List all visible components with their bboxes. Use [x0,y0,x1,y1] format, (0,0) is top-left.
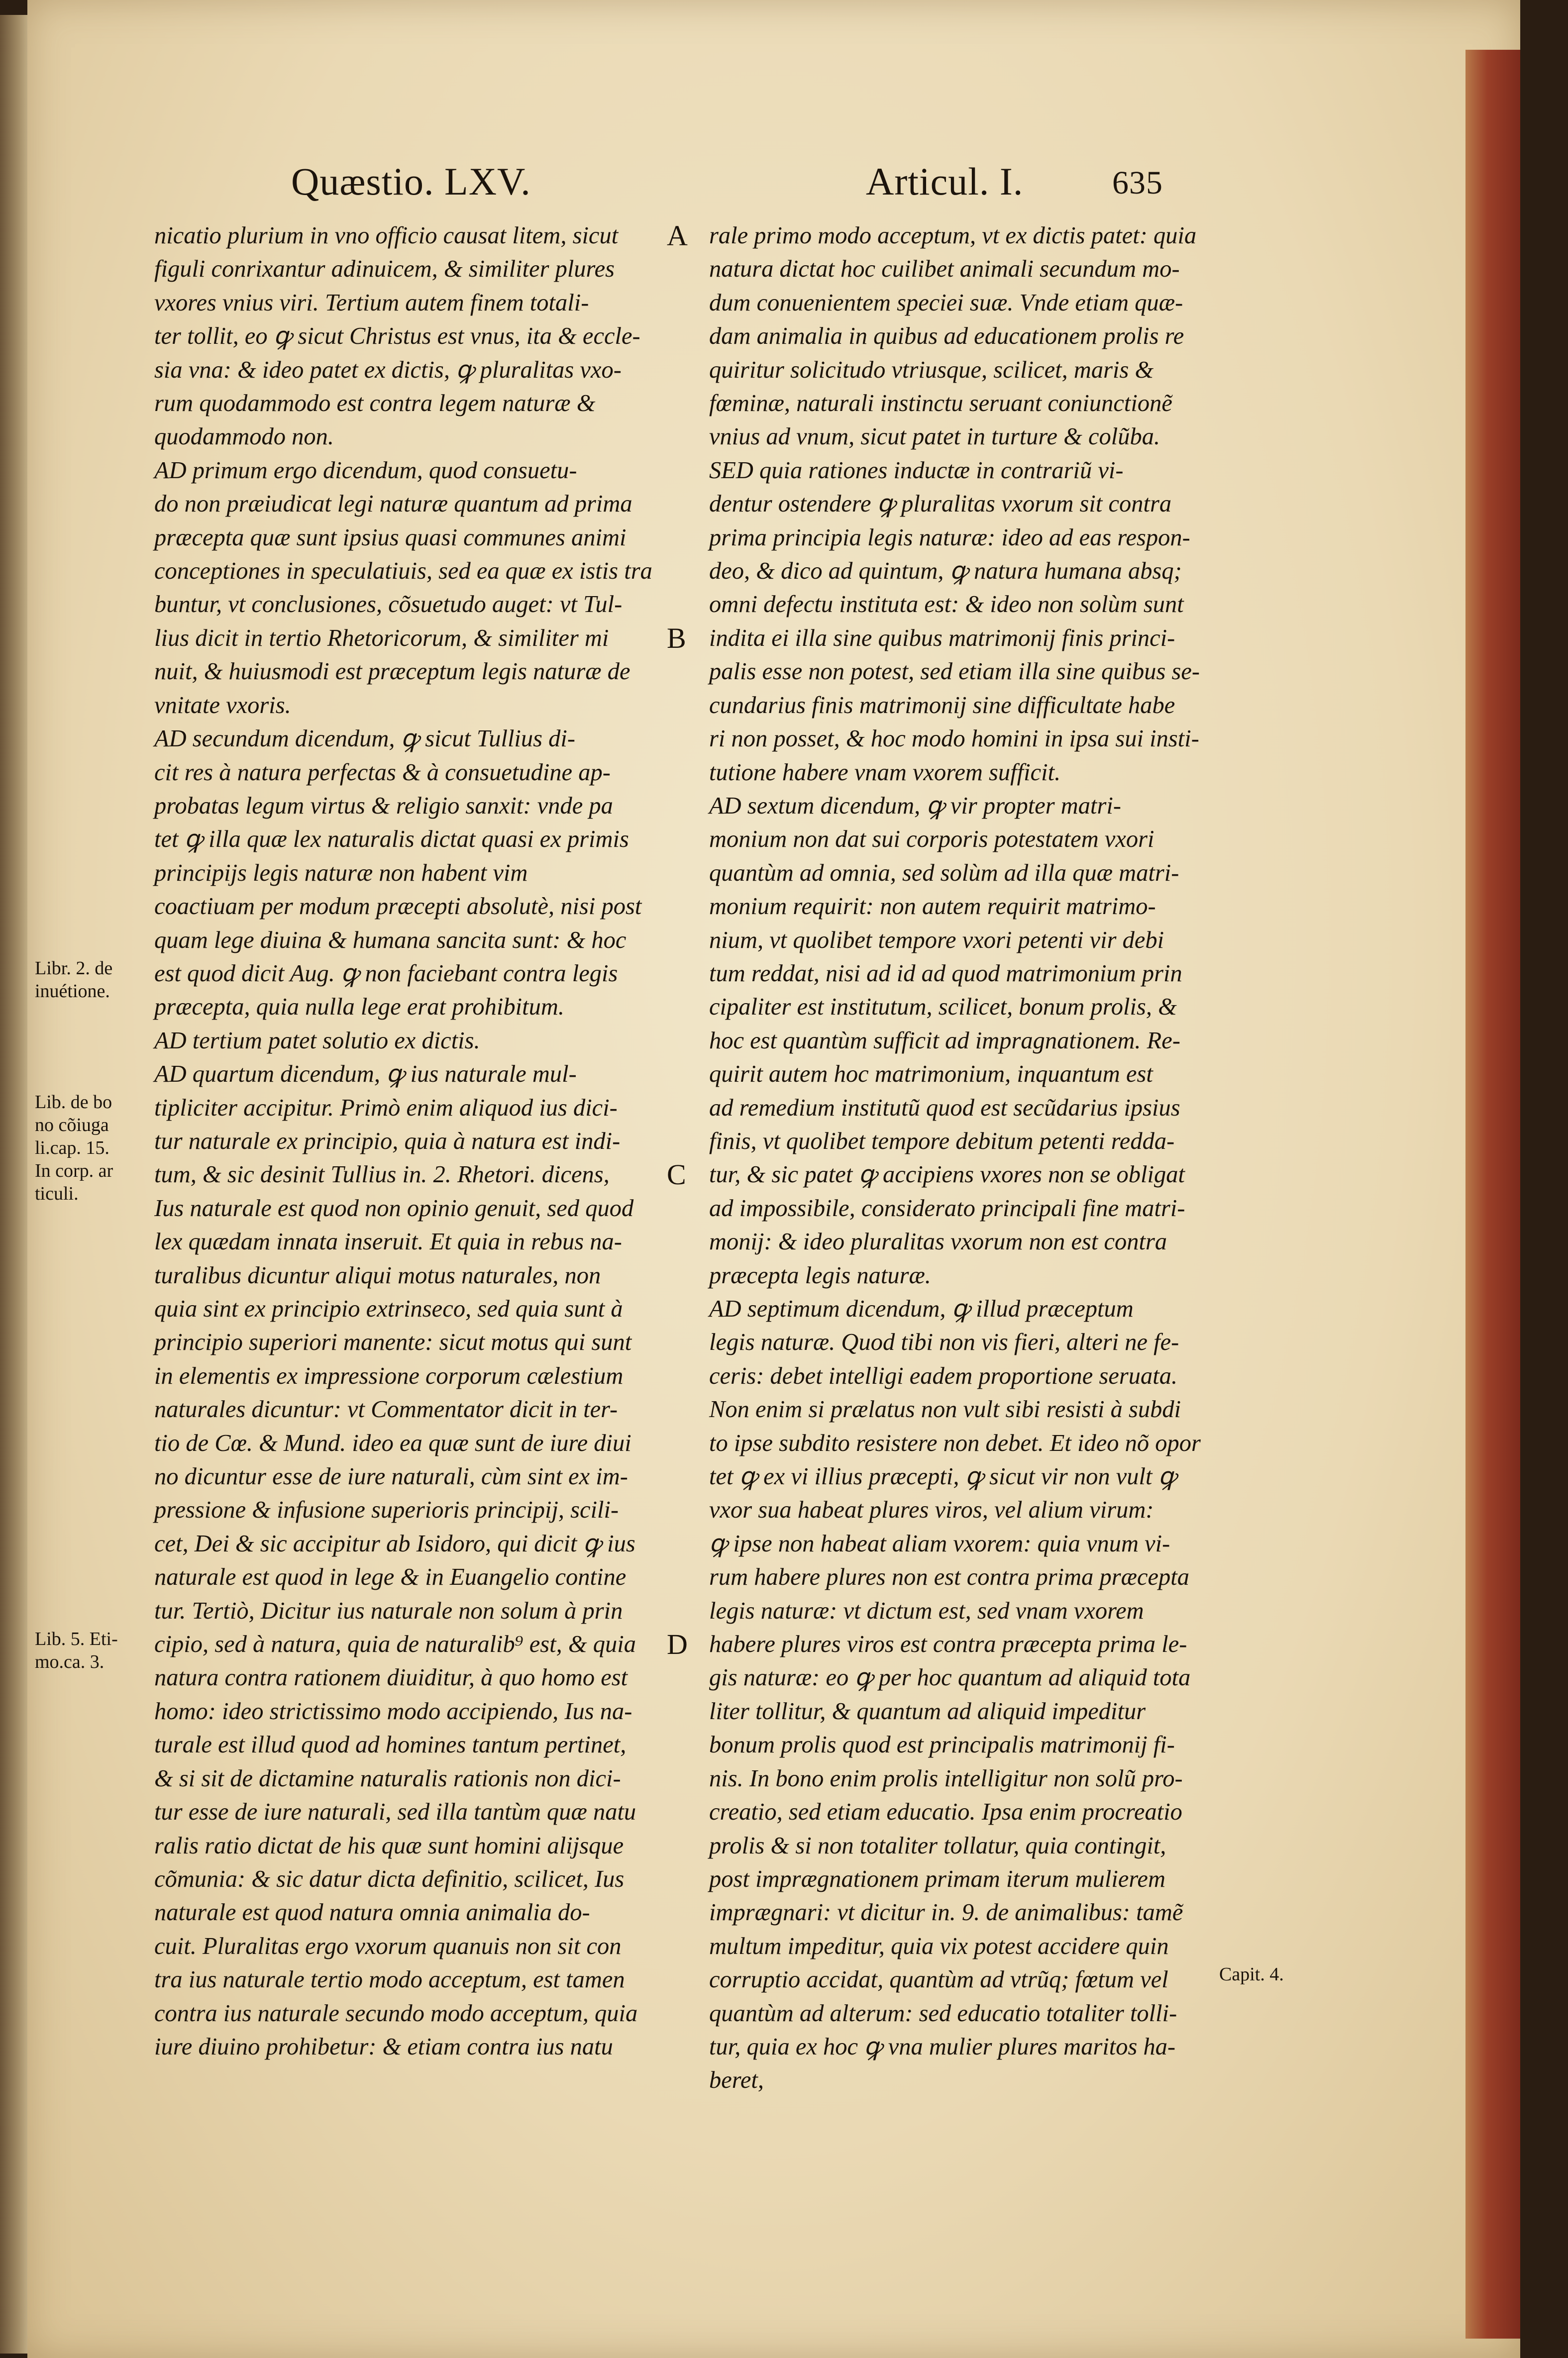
text-line: pressione & infusione superioris principij, scili- [154,1497,619,1524]
text-line: turale est illud quod ad homines tantum pertinet, [154,1732,627,1758]
text-line: præcepta legis naturæ. [709,1262,931,1289]
text-line: imprægnari: vt dicitur in. 9. de animalibus: tamẽ [709,1899,1183,1926]
text-line: AD quartum dicendum, ꝙ ius naturale mul- [154,1061,577,1088]
text-line: cet, Dei & sic accipitur ab Isidoro, qui dicit ꝙ ius [154,1530,635,1557]
text-line: rale primo modo acceptum, vt ex dictis patet: quia [709,222,1197,249]
text-line: no dicuntur esse de iure naturali, cùm sint ex im- [154,1463,628,1490]
text-line: quodammodo non. [154,423,334,450]
text-line: probatas legum virtus & religio sanxit: vnde pa [154,792,613,819]
text-line: præcepta, quia nulla lege erat prohibitum. [154,994,564,1021]
text-line: AD primum ergo dicendum, quod consuetu- [154,457,577,484]
text-line: tet ꝙ ex vi illius præcepti, ꝙ sicut vir non vult ꝙ [709,1463,1177,1490]
text-line: tra ius naturale tertio modo acceptum, est tamen [154,1966,625,1993]
left-text-column [154,219,712,2063]
text-line: rum quodammodo est contra legem naturæ & [154,390,596,417]
text-line: tipliciter accipitur. Primò enim aliquod ius dici- [154,1094,618,1121]
text-line: nis. In bono enim prolis intelligitur non solũ pro- [709,1765,1183,1792]
text-line: est quod dicit Aug. ꝙ non faciebant contra legis [154,960,618,987]
text-line: ri non posset, & hoc modo homini in ipsa sui insti- [709,725,1199,752]
text-line: figuli conrixantur adinuicem, & similiter plures [154,256,615,283]
text-line: corruptio accidat, quantùm ad vtrũq; fœtum vel [709,1966,1168,1993]
right-text-column [709,219,1252,2097]
text-line: multum impeditur, quia vix potest accidere quin [709,1933,1169,1959]
text-line: tur esse de iure naturali, sed illa tantùm quæ natu [154,1799,636,1826]
text-line: monium requirit: non autem requirit matrimo- [709,893,1156,920]
question-title: Quæstio. LXV. [291,160,531,203]
margin-note [35,1091,164,1205]
text-line: lex quædam innata inseruit. Et quia in rebus na- [154,1229,622,1255]
text-line: tutione habere vnam vxorem sufficit. [709,759,1061,786]
text-line: cit res à natura perfectas & à consuetudine ap- [154,759,611,786]
section-letter: B [667,621,686,654]
text-line: tur, quia ex hoc ꝙ vna mulier plures maritos ha- [709,2033,1176,2060]
text-line: bonum prolis quod est principalis matrimonij fi- [709,1732,1175,1758]
margin-note-line: Lib. 5. Eti- [35,1628,118,1649]
text-line: turalibus dicuntur aliqui motus naturales, non [154,1262,601,1289]
margin-note-line: Lib. de bo [35,1092,112,1113]
text-line: legis naturæ: vt dictum est, sed vnam vxorem [709,1597,1144,1624]
text-line: coactiuam per modum præcepti absolutè, nisi post [154,893,642,920]
text-line: cipio, sed à natura, quia de naturalib⁹ est, & quia [154,1631,636,1658]
text-line: prima principia legis naturæ: ideo ad eas respon- [709,524,1190,551]
text-line: vxor sua habeat plures viros, vel alium virum: [709,1497,1154,1524]
text-line: quam lege diuina & humana sancita sunt: & hoc [154,926,627,953]
section-letter: D [667,1628,688,1660]
section-letter: C [667,1158,686,1191]
page-number: 635 [1112,165,1163,201]
previous-page-edge [0,15,30,2354]
running-header [0,159,1568,214]
text-line: tur. Tertiò, Dicitur ius naturale non solum à prin [154,1597,623,1624]
margin-note-line: no cõiuga [35,1115,109,1136]
text-line: post imprægnationem primam iterum mulierem [709,1865,1165,1892]
text-line: quia sint ex principio extrinseco, sed quia sunt à [154,1296,623,1322]
text-line: habere plures viros est contra præcepta prima le- [709,1631,1187,1658]
text-line: ad remedium institutũ quod est secũdarius ipsius [709,1094,1180,1121]
text-line: cundarius finis matrimonij sine difficultate habe [709,692,1175,718]
text-line: to ipse subdito resistere non debet. Et ideo nõ opor [709,1430,1201,1456]
text-line: monium non dat sui corporis potestatem vxori [709,826,1154,853]
text-line: tum, & sic desinit Tullius in. 2. Rhetori. dicens, [154,1161,610,1188]
text-line: nicatio plurium in vno officio causat litem, sicut [154,222,619,249]
text-line: beret, [709,2067,764,2094]
text-line: naturales dicuntur: vt Commentator dicit in ter- [154,1396,618,1423]
text-line: homo: ideo strictissimo modo accipiendo, Ius na- [154,1698,632,1725]
text-line: tio de Cœ. & Mund. ideo ea quæ sunt de iure diui [154,1430,631,1456]
text-line: quiritur solicitudo vtriusque, scilicet, maris & [709,356,1154,383]
text-line: iure diuino prohibetur: & etiam contra ius natu [154,2033,613,2060]
text-line: contra ius naturale secundo modo acceptum, quia [154,2000,638,2027]
text-line: natura contra rationem diuiditur, à quo homo est [154,1664,628,1691]
margin-note-line: li.cap. 15. [35,1137,109,1159]
text-line: prolis & si non totaliter tollatur, quia contingit, [709,1832,1166,1859]
text-line: naturale est quod natura omnia animalia do- [154,1899,590,1926]
text-line: natura dictat hoc cuilibet animali secundum mo- [709,256,1180,283]
text-line: monij: & ideo pluralitas vxorum non est contra [709,1229,1167,1255]
text-line: naturale est quod in lege & in Euangelio contine [154,1564,627,1591]
text-line: quirit autem hoc matrimonium, inquantum est [709,1061,1153,1088]
text-line: cõmunia: & sic datur dicta definitio, scilicet, Ius [154,1865,625,1892]
margin-note-line: inuétione. [35,980,110,1002]
article-title: Articul. I. [866,160,1024,203]
text-line: ralis ratio dictat de his quæ sunt homini alijsque [154,1832,624,1859]
text-line: AD tertium patet solutio ex dictis. [154,1027,480,1054]
text-line: Ius naturale est quod non opinio genuit, sed quod [154,1195,634,1222]
margin-note-line: Libr. 2. de [35,957,113,979]
margin-note-line: Capit. 4. [1219,1963,1284,1985]
text-line: præcepta quæ sunt ipsius quasi communes animi [154,524,627,551]
text-line: tet ꝙ illa quæ lex naturalis dictat quasi ex primis [154,826,629,853]
margin-note [1219,1963,1334,1986]
text-line: buntur, vt conclusiones, cõsuetudo auget: vt Tul- [154,591,623,618]
text-line: rum habere plures non est contra prima præcepta [709,1564,1189,1591]
text-line: conceptiones in speculatiuis, sed ea quæ ex istis tra [154,558,652,585]
text-line: hoc est quantùm sufficit ad impragnationem. Re- [709,1027,1180,1054]
text-line: fœminæ, naturali instinctu seruant coniunctionẽ [709,390,1172,417]
text-line: legis naturæ. Quod tibi non vis fieri, alteri ne fe- [709,1329,1179,1356]
text-line: do non præiudicat legi naturæ quantum ad prima [154,491,632,517]
text-line: ad impossibile, considerato principali fine matri- [709,1195,1185,1222]
text-line: cuit. Pluralitas ergo vxorum quanuis non sit con [154,1933,622,1959]
text-line: quantùm ad alterum: sed educatio totaliter tolli- [709,2000,1177,2027]
text-line: dentur ostendere ꝙ pluralitas vxorum sit contra [709,491,1172,517]
text-line: gis naturæ: eo ꝙ per hoc quantum ad aliquid tota [709,1664,1191,1691]
text-line: palis esse non potest, sed etiam illa sine quibus se- [709,658,1200,685]
text-line: dum conuenientem speciei suæ. Vnde etiam quæ- [709,289,1183,316]
text-line: nuit, & huiusmodi est præceptum legis naturæ de [154,658,630,685]
text-line: cipaliter est institutum, scilicet, bonum prolis, & [709,994,1177,1021]
text-line: finis, vt quolibet tempore debitum petenti redda- [709,1128,1175,1154]
text-line: AD secundum dicendum, ꝙ sicut Tullius di- [154,725,576,752]
text-line: vxores vnius viri. Tertium autem finem totali- [154,289,589,316]
text-line: tum reddat, nisi ad id ad quod matrimonium prin [709,960,1182,987]
text-line: principijs legis naturæ non habent vim [154,859,528,886]
text-line: lius dicit in tertio Rhetoricorum, & similiter mi [154,624,609,651]
margin-note [35,1628,164,1673]
text-line: tur naturale ex principio, quia à natura est indi- [154,1128,621,1154]
text-line: sia vna: & ideo patet ex dictis, ꝙ pluralitas vxo- [154,356,622,383]
red-page-edges [1465,50,1520,2339]
text-line: vnius ad vnum, sicut patet in turture & colũba. [709,423,1160,450]
margin-note [35,957,164,1003]
text-line: ꝙ ipse non habeat aliam vxorem: quia vnum vi- [709,1530,1170,1557]
text-line: deo, & dico ad quintum, ꝙ natura humana absq; [709,558,1182,585]
text-line: tur, & sic patet ꝙ accipiens vxores non se obligat [709,1161,1185,1188]
text-line: & si sit de dictamine naturalis rationis non dici- [154,1765,621,1792]
section-letter: A [667,219,688,252]
text-line: principio superiori manente: sicut motus qui sunt [154,1329,632,1356]
text-line: SED quia rationes inductæ in contrariũ vi- [709,457,1124,484]
text-line: Non enim si prælatus non vult sibi resisti à subdi [709,1396,1181,1423]
text-line: quantùm ad omnia, sed solùm ad illa quæ matri- [709,859,1179,886]
margin-note-line: mo.ca. 3. [35,1651,105,1672]
text-line: AD septimum dicendum, ꝙ illud præceptum [709,1296,1134,1322]
text-line: vnitate vxoris. [154,692,291,718]
margin-note-line: ticuli. [35,1183,79,1205]
text-line: nium, vt quolibet tempore vxori petenti vir debi [709,926,1164,953]
text-line: ceris: debet intelligi eadem proportione seruata. [709,1362,1178,1389]
text-line: liter tollitur, & quantum ad aliquid impeditur [709,1698,1146,1725]
text-line: indita ei illa sine quibus matrimonij finis princi- [709,624,1175,651]
text-line: omni defectu instituta est: & ideo non solùm sunt [709,591,1184,618]
text-line: in elementis ex impressione corporum cælestium [154,1362,624,1389]
text-line: dam animalia in quibus ad educationem prolis re [709,323,1184,350]
margin-note-line: In corp. ar [35,1160,113,1182]
text-line: creatio, sed etiam educatio. Ipsa enim procreatio [709,1799,1182,1826]
text-line: AD sextum dicendum, ꝙ vir propter matri- [709,792,1122,819]
text-line: ter tollit, eo ꝙ sicut Christus est vnus, ita & eccle- [154,323,640,350]
